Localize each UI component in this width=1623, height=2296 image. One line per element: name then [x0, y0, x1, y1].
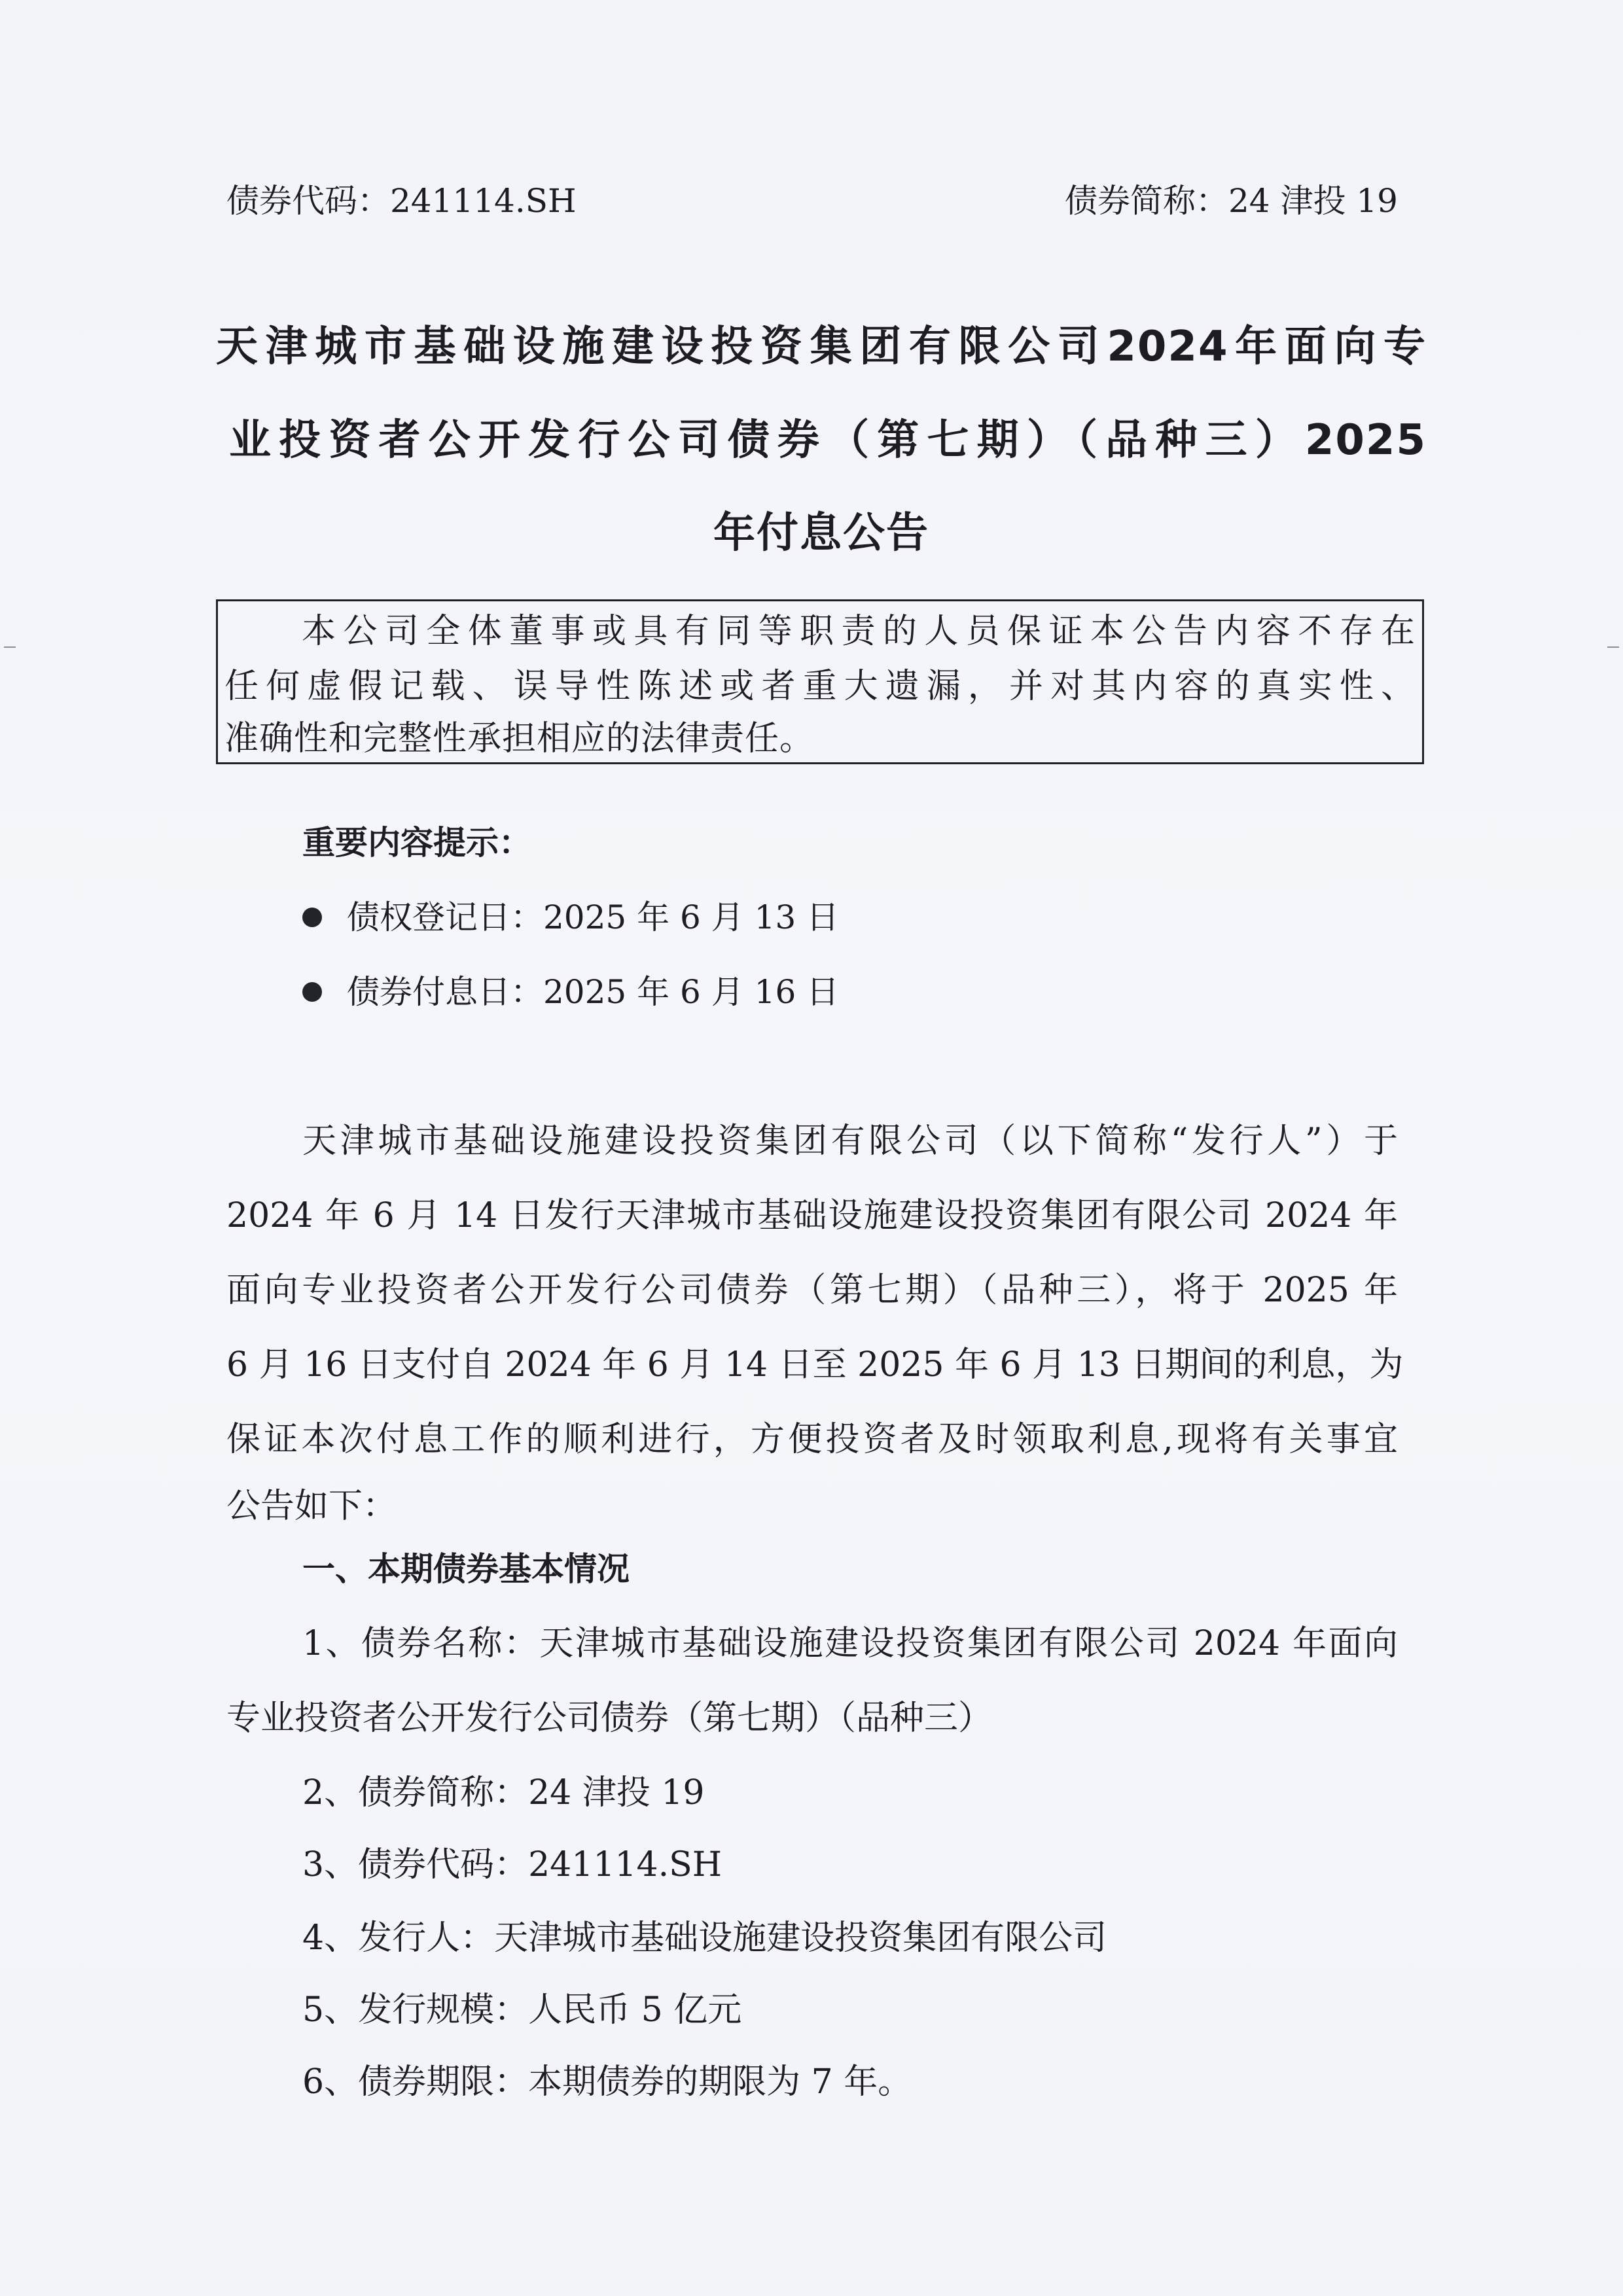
intro-line: 面向专业投资者公开发行公司债券（第七期）（品种三），将于 2025 年 — [226, 1271, 1398, 1310]
bond-short-name-item: 2、债券简称：24 津投 19 — [302, 1773, 705, 1812]
bullet-icon — [302, 982, 322, 1002]
intro-line: 天津城市基础设施建设投资集团有限公司（以下简称“发行人”）于 — [302, 1122, 1398, 1161]
disclaimer-line: 本公司全体董事或具有同等职责的人员保证本公告内容不存在 — [302, 612, 1416, 651]
highlight-item-payment-date — [302, 971, 839, 1013]
scan-edge-mark — [1607, 646, 1619, 648]
document-header — [226, 178, 1398, 224]
issuer-item: 4、发行人：天津城市基础设施建设投资集团有限公司 — [302, 1918, 1107, 1958]
highlights-heading: 重要内容提示： — [302, 824, 531, 862]
disclaimer-line: 任何虚假记载、误导性陈述或者重大遗漏，并对其内容的真实性、 — [224, 667, 1416, 706]
disclaimer-box — [216, 599, 1424, 764]
intro-line: 保证本次付息工作的顺利进行，方便投资者及时领取利息,现将有关事宜 — [226, 1420, 1398, 1459]
document-title-line-1: 天津城市基础设施建设投资集团有限公司2024年面向专 — [216, 323, 1427, 371]
document-title-line-2: 业投资者公开发行公司债券（第七期）（品种三）2025 — [229, 416, 1427, 465]
disclaimer-line: 准确性和完整性承担相应的法律责任。 — [224, 719, 815, 758]
bullet-icon — [302, 908, 322, 927]
highlight-item-label: 债权登记日：2025 年 6 月 13 日 — [347, 898, 840, 936]
bond-code: 债券代码：241114.SH — [226, 182, 577, 220]
bond-term-item: 6、债券期限：本期债券的期限为 7 年。 — [302, 2062, 912, 2102]
section-1-heading: 一、本期债券基本情况 — [302, 1550, 630, 1588]
bond-code-item: 3、债券代码：241114.SH — [302, 1845, 722, 1884]
bond-short-name: 债券简称：24 津投 19 — [1064, 182, 1398, 220]
intro-line: 公告如下： — [226, 1487, 397, 1526]
bond-name-line-1: 1、债券名称：天津城市基础设施建设投资集团有限公司 2024 年面向 — [302, 1624, 1398, 1663]
highlight-item-label: 债券付息日：2025 年 6 月 16 日 — [347, 973, 840, 1011]
document-title-line-3: 年付息公告 — [713, 509, 929, 557]
scan-edge-mark — [4, 646, 16, 648]
intro-line: 6 月 16 日支付自 2024 年 6 月 14 日至 2025 年 6 月 13 日期间的利息，为 — [226, 1345, 1404, 1385]
highlight-item-record-date — [302, 896, 839, 938]
intro-line: 2024 年 6 月 14 日发行天津城市基础设施建设投资集团有限公司 2024 年 — [226, 1196, 1398, 1235]
issue-size-item: 5、发行规模：人民币 5 亿元 — [302, 1990, 742, 2030]
bond-name-line-2: 专业投资者公开发行公司债券（第七期）（品种三） — [226, 1699, 993, 1738]
